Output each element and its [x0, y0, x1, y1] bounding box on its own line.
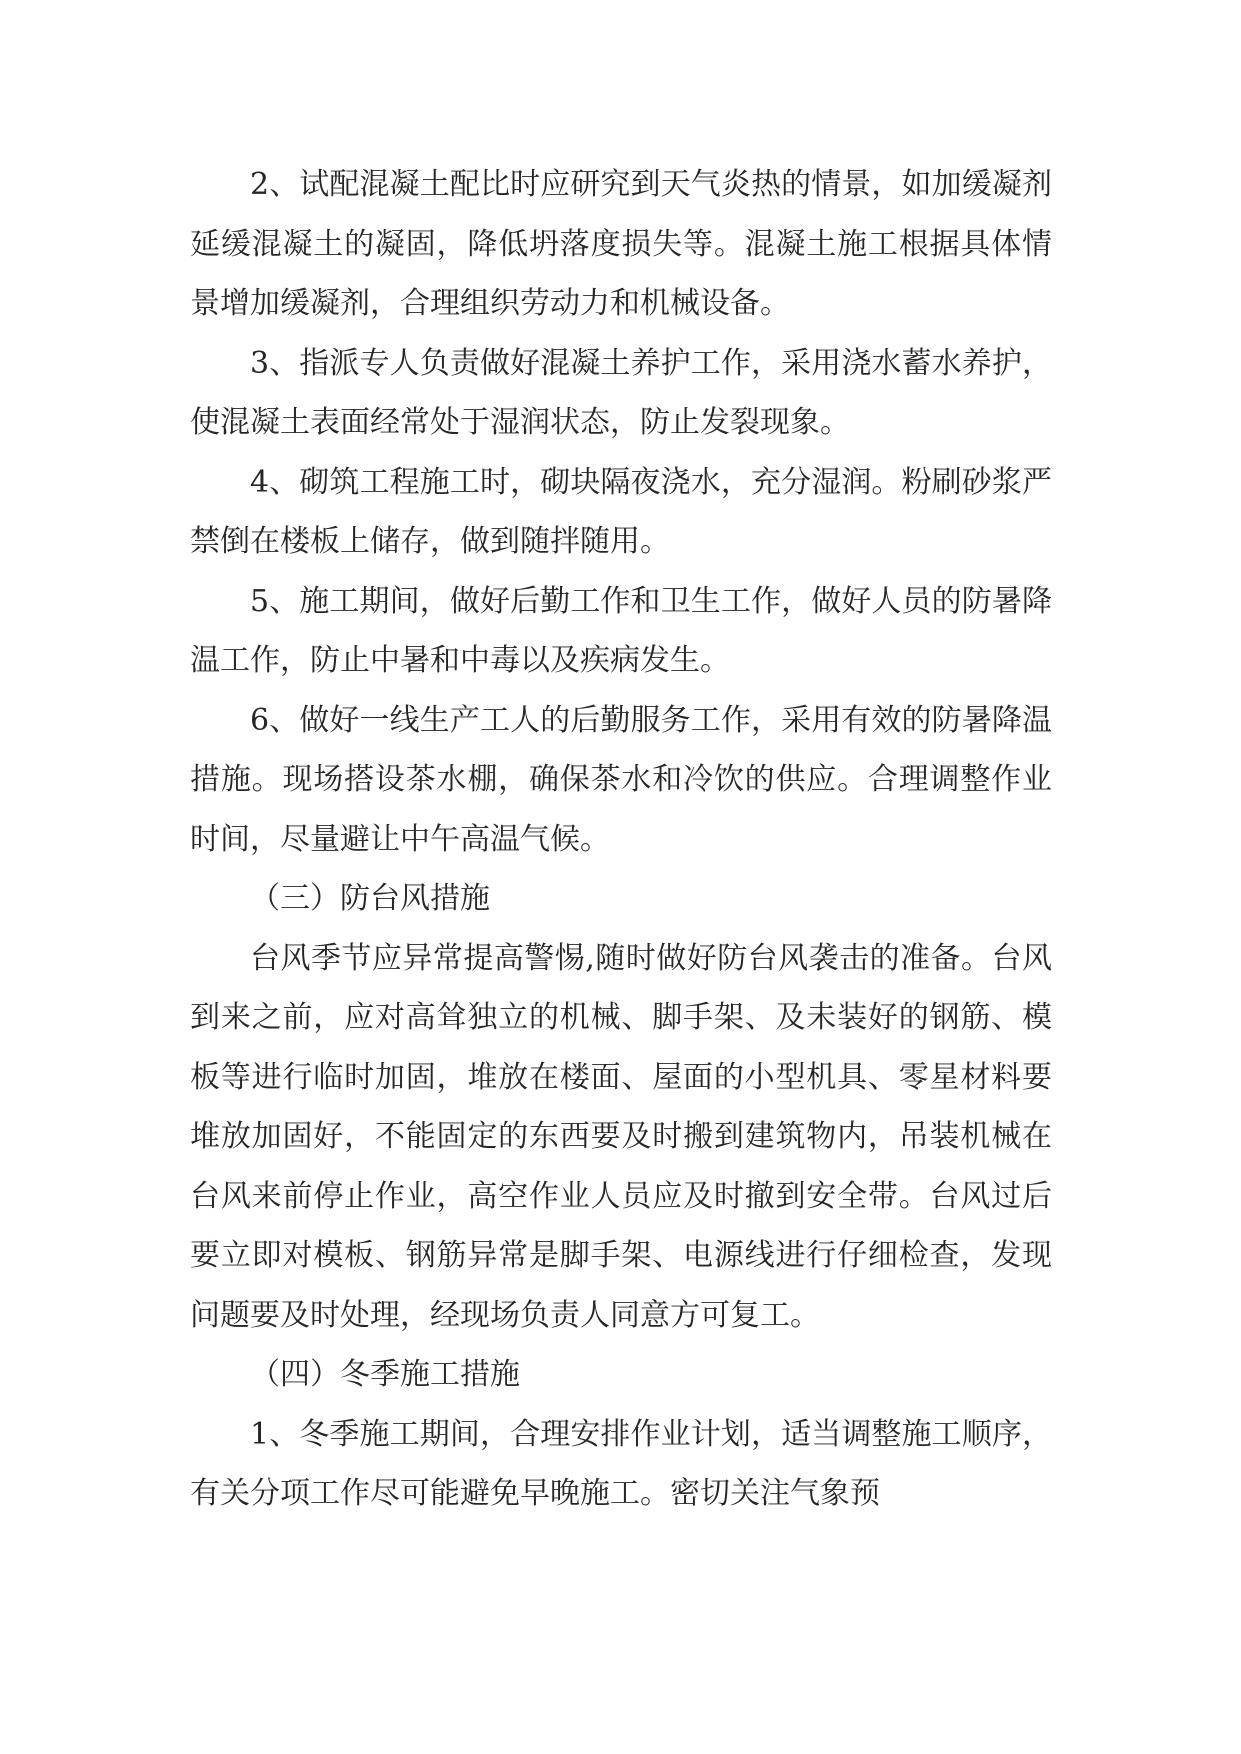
paragraph-item-6: 6、做好一线生产工人的后勤服务工作，采用有效的防暑降温措施。现场搭设茶水棚，确保茶水和冷饮的供应。合理调整作业时间，尽量避让中午高温气候。	[190, 702, 1052, 857]
paragraph-item-4: 4、砌筑工程施工时，砌块隔夜浇水，充分湿润。粉刷砂浆严禁倒在楼板上储存，做到随拌随用。	[190, 464, 1052, 559]
document-body	[190, 155, 1052, 1524]
paragraph-winter-item-1: 1、冬季施工期间，合理安排作业计划，适当调整施工顺序，有关分项工作尽可能避免早晚施工。密切关注气象预	[190, 1416, 1052, 1511]
paragraph-item-5: 5、施工期间，做好后勤工作和卫生工作，做好人员的防暑降温工作，防止中暑和中毒以及疾病发生。	[190, 583, 1052, 678]
section-heading-winter: （四）冬季施工措施	[250, 1357, 520, 1392]
paragraph-item-2: 2、试配混凝土配比时应研究到天气炎热的情景，如加缓凝剂延缓混凝土的凝固，降低坍落度损失等。混凝土施工根据具体情景增加缓凝剂，合理组织劳动力和机械设备。	[190, 167, 1052, 321]
section-heading-typhoon: （三）防台风措施	[250, 881, 490, 916]
paragraph-typhoon-measures: 台风季节应异常提高警惕,随时做好防台风袭击的准备。台风到来之前，应对高耸独立的机械、脚手架、及未装好的钢筋、模板等进行临时加固，堆放在楼面、屋面的小型机具、零星材料要堆放加固好，不能固定的东西要及时搬到建筑物内，吊装机械在台风来前停止作业，高空作业人员应及时撤到安全带。台风过后要立即对模板、钢筋异常是脚手架、电源线进行仔细检查，发现问题要及时处理，经现场负责人同意方可复工。	[190, 940, 1052, 1333]
paragraph-item-3: 3、指派专人负责做好混凝土养护工作，采用浇水蓄水养护，使混凝土表面经常处于湿润状态，防止发裂现象。	[190, 345, 1052, 440]
